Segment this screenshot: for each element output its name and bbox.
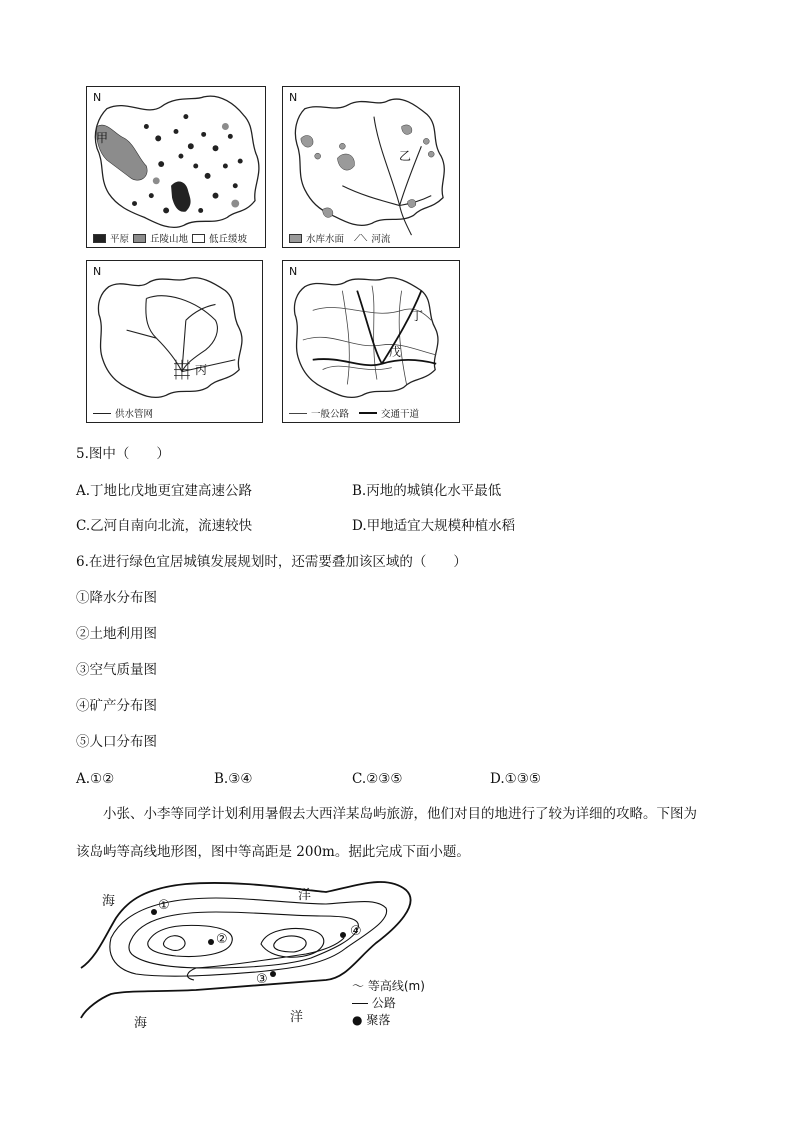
swatch-reservoir [289, 234, 302, 243]
map3-mark-bing: 丙 [195, 363, 208, 377]
map4-mark-wu: 戊 [389, 345, 402, 359]
legend-contour: 〜 等高线(m) [352, 979, 425, 993]
swatch-gentle-slope [192, 234, 205, 243]
q6-option-a: A.①② [76, 771, 115, 787]
pipe-line-icon [93, 413, 111, 414]
water-supply-map-graphic [87, 261, 262, 422]
road-line-icon [352, 1003, 368, 1004]
point-1-label: ① [158, 898, 170, 913]
island-contour-map [76, 868, 446, 1040]
point-3-label: ③ [256, 972, 268, 987]
map1-mark-jia: 甲 [96, 131, 109, 145]
north-arrow: N [93, 265, 102, 278]
point-4-label: ④ [350, 924, 362, 939]
q6-item-1: ①降水分布图 [76, 590, 157, 606]
swatch-hills [133, 234, 146, 243]
map2-mark-yi: 乙 [399, 149, 412, 163]
contour-line-icon: 〜 [352, 979, 365, 993]
q5-option-c: C.乙河自南向北流，流速较快 [76, 518, 253, 534]
sea-label-nw: 海 [102, 894, 116, 909]
map-water-supply [86, 260, 263, 423]
passage-line-2: 该岛屿等高线地形图，图中等高距是 200m。据此完成下面小题。 [76, 844, 470, 860]
map-roads [282, 260, 460, 423]
passage-line-1: 小张、小李等同学计划利用暑假去大西洋某岛屿旅游，他们对目的地进行了较为详细的攻略。下图为 [103, 806, 697, 822]
ocean-label-s: 洋 [290, 1010, 304, 1025]
q6-item-4: ④矿产分布图 [76, 698, 157, 714]
q5-option-b: B.丙地的城镇化水平最低 [352, 483, 502, 499]
map-water [282, 86, 460, 248]
q5-option-a: A.丁地比戊地更宜建高速公路 [76, 483, 253, 499]
q6-item-2: ②土地利用图 [76, 626, 157, 642]
map4-legend: 一般公路 交通干道 [289, 406, 419, 420]
island-legend [352, 978, 425, 1029]
map4-mark-ding: 丁 [411, 309, 424, 323]
point-2-label: ② [216, 932, 228, 947]
q6-option-c: C.②③⑤ [352, 771, 403, 787]
north-arrow: N [289, 91, 298, 104]
legend-settlement: ● 聚落 [352, 1013, 391, 1027]
q6-stem: 6.在进行绿色宜居城镇发展规划时，还需要叠加该区域的（ ） [76, 554, 467, 570]
roads-map-graphic [283, 261, 459, 422]
local-road-icon [289, 413, 307, 414]
map3-legend: 供水管网 [93, 406, 153, 420]
north-arrow: N [289, 265, 298, 278]
sea-label-s: 海 [134, 1016, 148, 1031]
q6-option-d: D.①③⑤ [490, 771, 541, 787]
map-terrain [86, 86, 266, 248]
north-arrow: N [93, 91, 102, 104]
swatch-plain [93, 234, 106, 243]
water-map-graphic [283, 87, 459, 247]
settlement-dot-icon: ● [352, 1013, 363, 1027]
q5-option-d: D.甲地适宜大规模种植水稻 [352, 518, 516, 534]
map2-legend: 水库水面 ⟋⟍ 河流 [289, 231, 390, 245]
q5-stem: 5.图中（ ） [76, 446, 170, 462]
map1-legend: 平原 丘陵山地 低丘缓坡 [93, 231, 247, 245]
ocean-label-n: 洋 [298, 888, 312, 903]
terrain-map-graphic [87, 87, 265, 247]
trunk-road-icon [359, 412, 377, 414]
legend-road: 公路 [352, 995, 425, 1012]
q6-item-3: ③空气质量图 [76, 662, 157, 678]
river-symbol-icon: ⟋⟍ [354, 232, 368, 244]
q6-option-b: B.③④ [214, 771, 253, 787]
q6-item-5: ⑤人口分布图 [76, 734, 157, 750]
